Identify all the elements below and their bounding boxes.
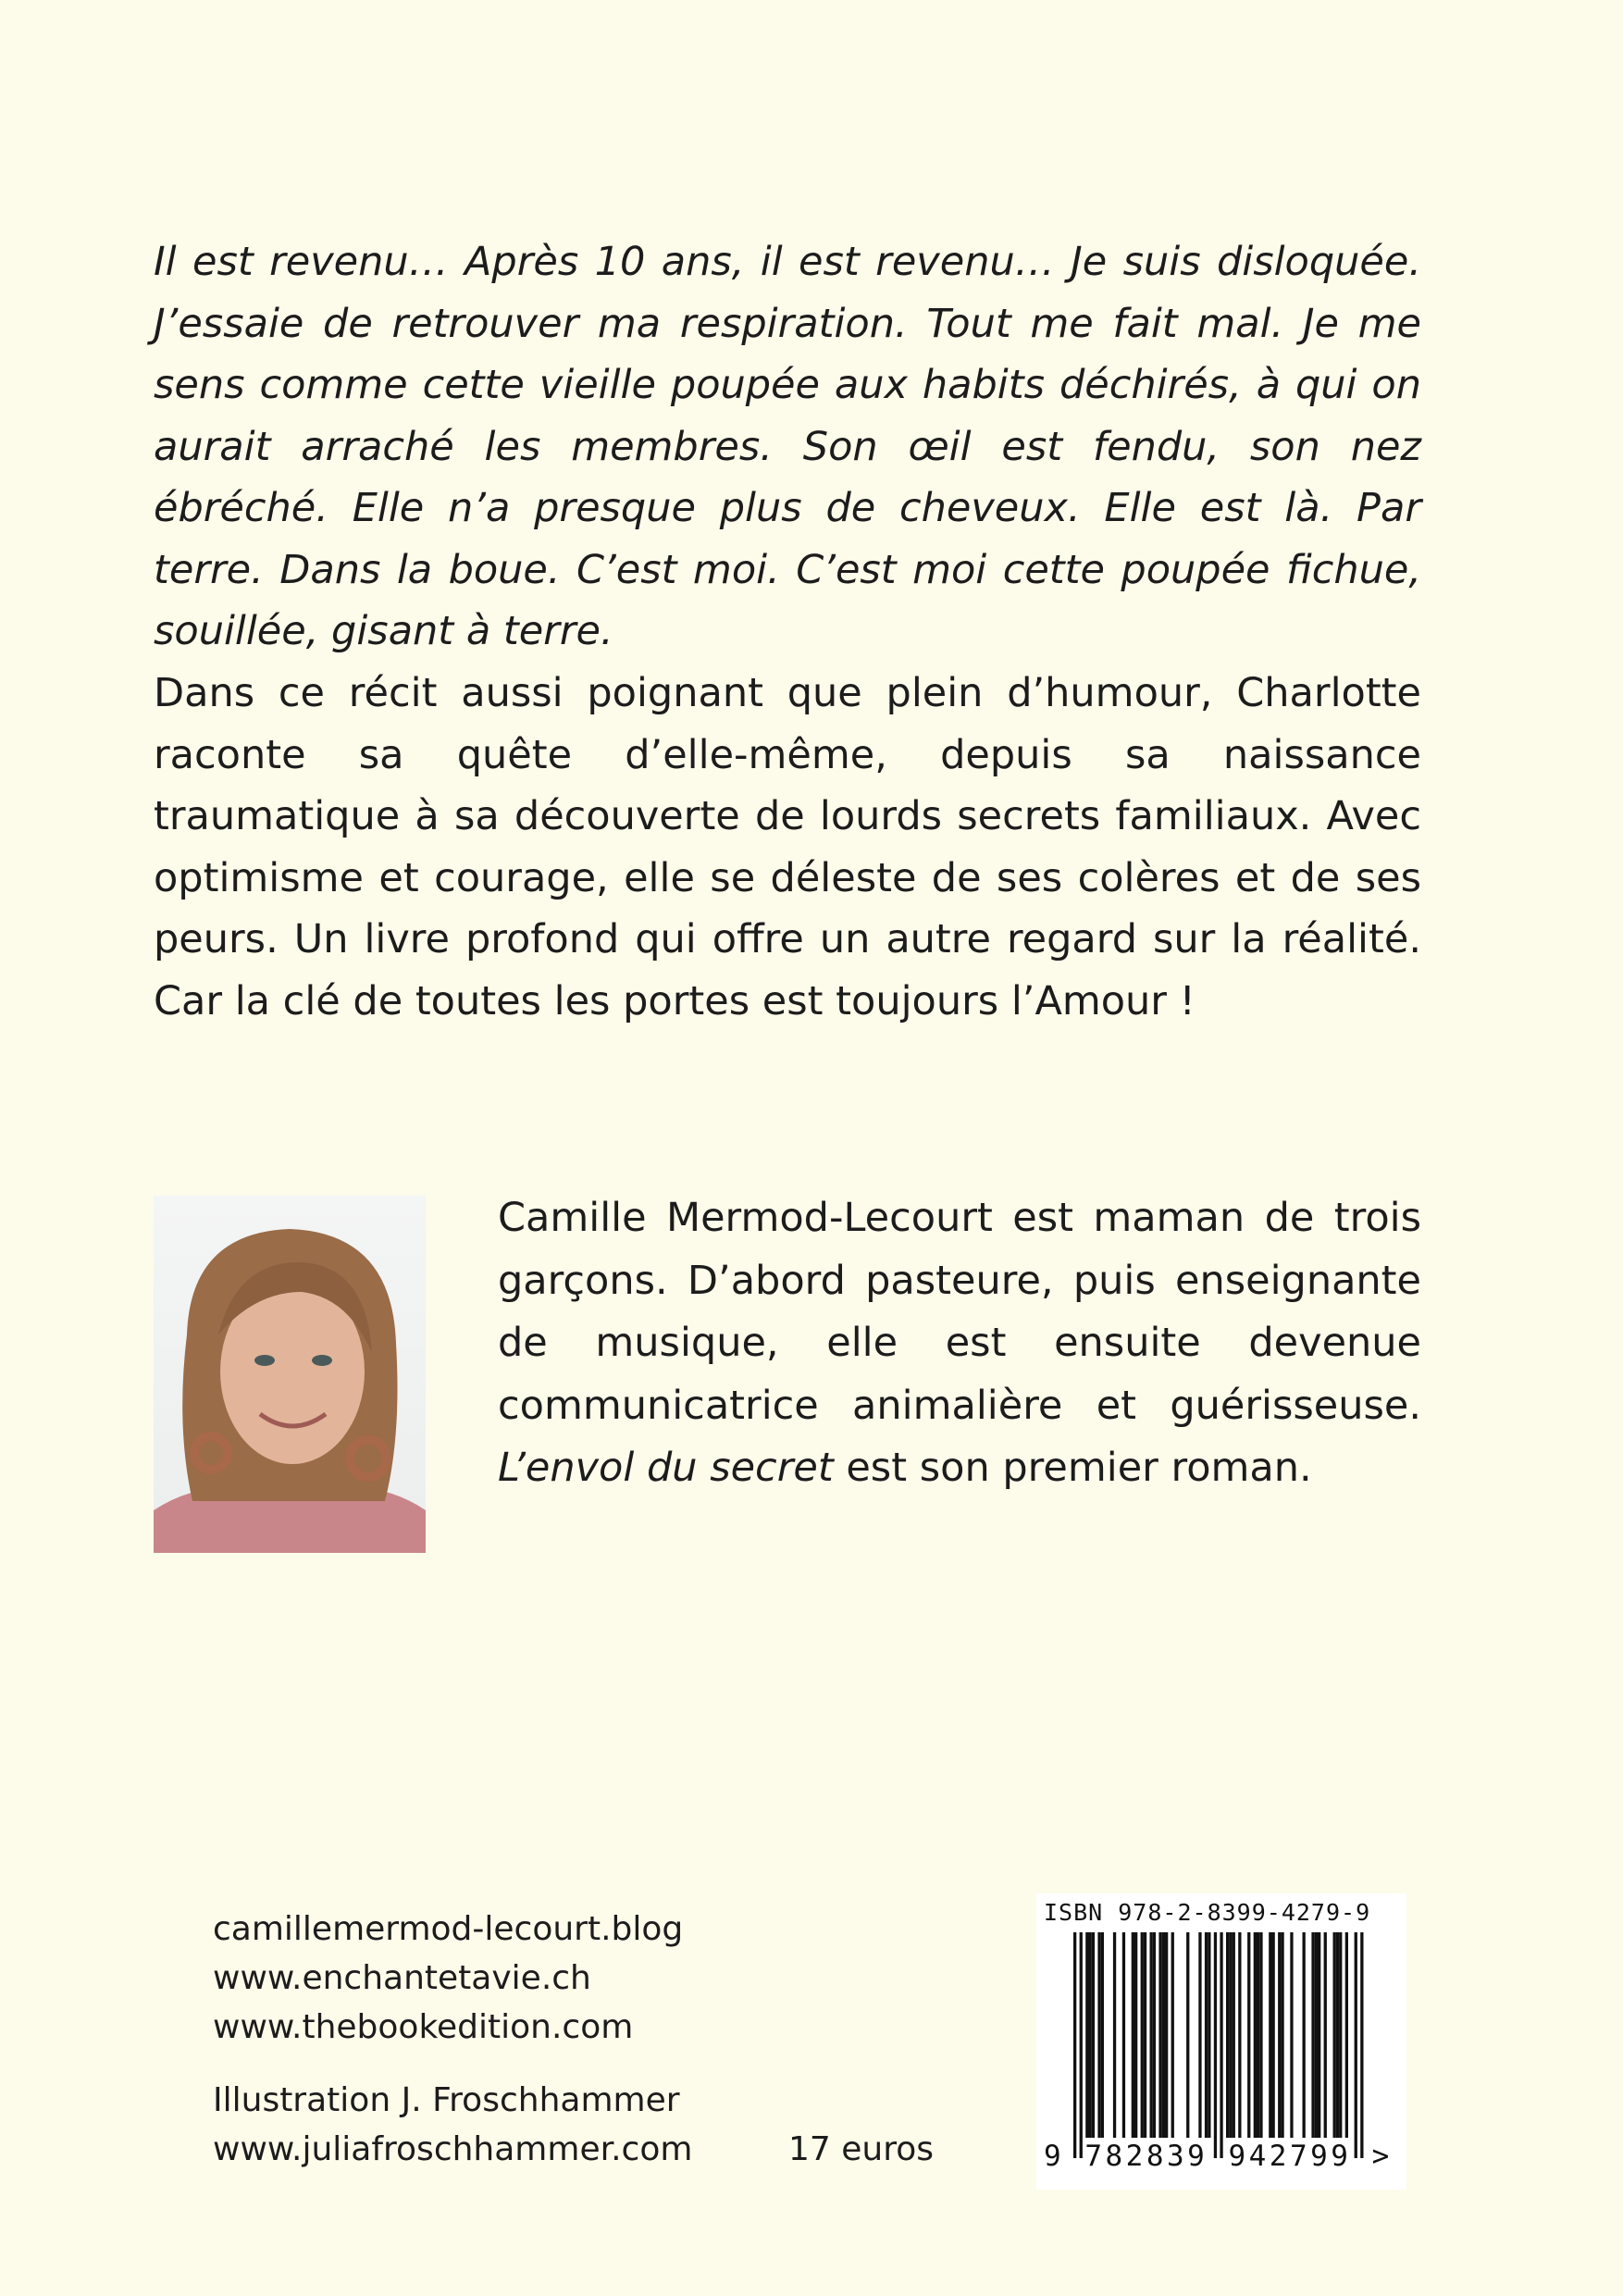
barcode-bar xyxy=(1141,1932,1144,2138)
barcode-bar xyxy=(1247,1932,1250,2138)
barcode-bar xyxy=(1085,1932,1088,2138)
barcode-bar xyxy=(1080,1932,1083,2158)
barcode-bar xyxy=(1092,1932,1095,2138)
barcode-bar xyxy=(1122,1932,1125,2138)
barcode-bar xyxy=(1153,1932,1156,2138)
barcode-bar xyxy=(1269,1932,1271,2138)
barcode-bar xyxy=(1089,1932,1092,2138)
barcode-bar xyxy=(1278,1932,1281,2138)
barcode-bar xyxy=(1150,1932,1153,2138)
barcode-bar xyxy=(1097,1932,1100,2138)
link-enchantetavie[interactable]: www.enchantetavie.ch xyxy=(213,1959,591,1997)
link-illustrator-site[interactable]: www.juliafroschhammer.com xyxy=(213,2130,693,2168)
barcode-bar xyxy=(1315,1932,1318,2138)
barcode-bar xyxy=(1214,1932,1217,2158)
illustrator-credit: Illustration J. Froschhammer xyxy=(213,2081,680,2119)
barcode-bar xyxy=(1134,1932,1137,2138)
barcode-bar xyxy=(1198,1932,1201,2138)
barcode-bar xyxy=(1281,1932,1283,2138)
illustration-credits xyxy=(213,2076,692,2174)
barcode-bar xyxy=(1238,1932,1241,2138)
barcode-bar xyxy=(1220,1932,1222,2158)
ean-digits: 9 782839 942799 > xyxy=(1044,2140,1393,2173)
author-bio xyxy=(498,1187,1421,1500)
barcode-bar xyxy=(1360,1932,1363,2158)
barcode-bar xyxy=(1113,1932,1116,2138)
barcode-bar xyxy=(1144,1932,1146,2138)
link-author-blog[interactable]: camillemermod-lecourt.blog xyxy=(213,1910,684,1948)
barcode-bar xyxy=(1073,1932,1076,2158)
barcode-bar xyxy=(1171,1932,1174,2138)
barcode-bar xyxy=(1158,1932,1161,2138)
author-bio-text: Camille Mermod-Lecourt est maman de trois garçons. D’abord pasteure, puis enseignante de musique, elle est ensuite devenue communicatrice animalière et guérisseuse. xyxy=(498,1195,1421,1429)
barcode-bar xyxy=(1311,1932,1314,2138)
barcode-bar xyxy=(1165,1932,1168,2138)
barcode-bar xyxy=(1132,1932,1134,2138)
barcode-bar xyxy=(1303,1932,1306,2138)
barcode-bar xyxy=(1339,1932,1342,2138)
barcode-bar xyxy=(1226,1932,1229,2138)
barcode-bar xyxy=(1355,1932,1357,2158)
price: 17 euros xyxy=(788,2130,935,2168)
barcode-bar xyxy=(1257,1932,1259,2138)
barcode-bar xyxy=(1101,1932,1104,2138)
barcode-bar xyxy=(1233,1932,1235,2138)
author-photo xyxy=(154,1196,426,1553)
barcode-bar xyxy=(1254,1932,1257,2138)
isbn-barcode xyxy=(1036,1893,1406,2190)
barcode-bar xyxy=(1318,1932,1320,2138)
barcode-bar xyxy=(1205,1932,1208,2138)
isbn-label: ISBN 978-2-8399-4279-9 xyxy=(1044,1899,1371,1926)
barcode-bar xyxy=(1290,1932,1293,2138)
barcode-bar xyxy=(1162,1932,1165,2138)
barcode-bar xyxy=(1336,1932,1339,2138)
author-bio-end: est son premier roman. xyxy=(833,1445,1312,1491)
barcode-bar xyxy=(1259,1932,1262,2138)
barcode-bar xyxy=(1208,1932,1210,2138)
barcode-bar xyxy=(1272,1932,1275,2138)
barcode-bar xyxy=(1345,1932,1348,2138)
barcode-bar xyxy=(1333,1932,1336,2138)
barcode-bar xyxy=(1229,1932,1232,2138)
website-links xyxy=(213,1905,683,2052)
link-thebookedition[interactable]: www.thebookedition.com xyxy=(213,2008,634,2046)
barcode-bar xyxy=(1324,1932,1327,2138)
book-summary: Dans ce récit aussi poignant que plein d’humour, Charlotte raconte sa quête d’elle-même, depuis sa naissance traumatique à sa découverte de lourds secrets familiaux. Avec optimisme et courage, elle se déleste de ses colères et de ses peurs. Un livre profond qui offre un autre regard sur la réalité. Car la clé de toutes les portes est toujours l’Amour ! xyxy=(154,670,1421,1024)
barcode-bar xyxy=(1186,1932,1189,2138)
back-cover-excerpt: Il est revenu… Après 10 ans, il est revenu… Je suis disloquée. J’essaie de retrouver ma respiration. Tout me fait mal. Je me sens comme cette vieille poupée aux habits déchirés, à qui on aurait arraché les membres. Son œil est fendu, son nez ébréché. Elle n’a presque plus de cheveux. Elle est là. Par terre. Dans la boue. C’est moi. C’est moi cette poupée fichue, souillée, gisant à terre. xyxy=(154,239,1421,654)
book-title: L’envol du secret xyxy=(498,1445,834,1491)
